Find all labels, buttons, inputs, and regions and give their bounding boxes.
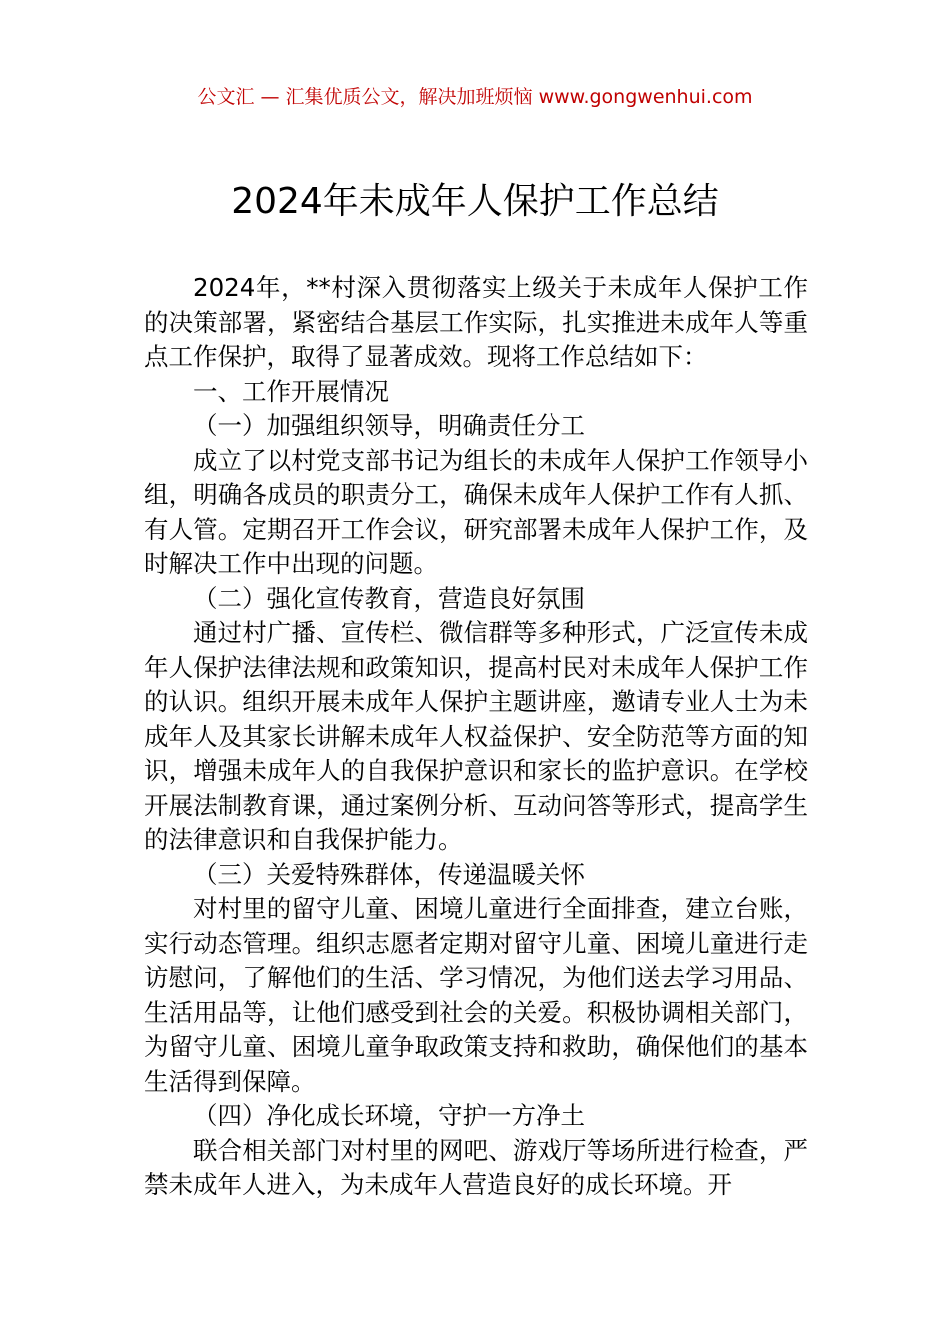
header-banner: 公文汇 — 汇集优质公文，解决加班烦恼 www.gongwenhui.com: [197, 86, 753, 108]
section-heading: 一、工作开展情况: [193, 376, 389, 406]
body-paragraph: 联合相关部门对村里的网吧、游戏厅等场所进行检查，严禁未成年人进入，为未成年人营造良好的成长环境。开: [144, 1135, 808, 1199]
subsection-heading: （三）关爱特殊群体，传递温暖关怀: [193, 859, 585, 889]
intro-paragraph: 2024年，**村深入贯彻落实上级关于未成年人保护工作的决策部署，紧密结合基层工作实际，扎实推进未成年人等重点工作保护，取得了显著成效。现将工作总结如下：: [144, 273, 808, 371]
subsection-heading: （二）强化宣传教育，营造良好氛围: [193, 583, 585, 613]
body-paragraph: 成立了以村党支部书记为组长的未成年人保护工作领导小组，明确各成员的职责分工，确保未成年人保护工作有人抓、有人管。定期召开工作会议，研究部署未成年人保护工作，及时解决工作中出现的问题。: [144, 445, 808, 578]
body-paragraph: 通过村广播、宣传栏、微信群等多种形式，广泛宣传未成年人保护法律法规和政策知识，提高村民对未成年人保护工作的认识。组织开展未成年人保护主题讲座，邀请专业人士为未成年人及其家长讲解未成年人权益保护、安全防范等方面的知识，增强未成年人的自我保护意识和家长的监护意识。在学校开展法制教育课，通过案例分析、互动问答等形式，提高学生的法律意识和自我保护能力。: [144, 618, 808, 854]
subsection-heading: （四）净化成长环境，守护一方净土: [193, 1101, 585, 1130]
document-title: 2024年未成年人保护工作总结: [231, 181, 719, 222]
subsection-heading: （一）加强组织领导，明确责任分工: [193, 411, 585, 440]
body-paragraph: 对村里的留守儿童、困境儿童进行全面排查，建立台账，实行动态管理。组织志愿者定期对留守儿童、困境儿童进行走访慰问，了解他们的生活、学习情况，为他们送去学习用品、生活用品等，让他们感受到社会的关爱。积极协调相关部门，为留守儿童、困境儿童争取政策支持和救助，确保他们的基本生活得到保障。: [144, 894, 808, 1096]
document-body: [144, 271, 808, 1203]
